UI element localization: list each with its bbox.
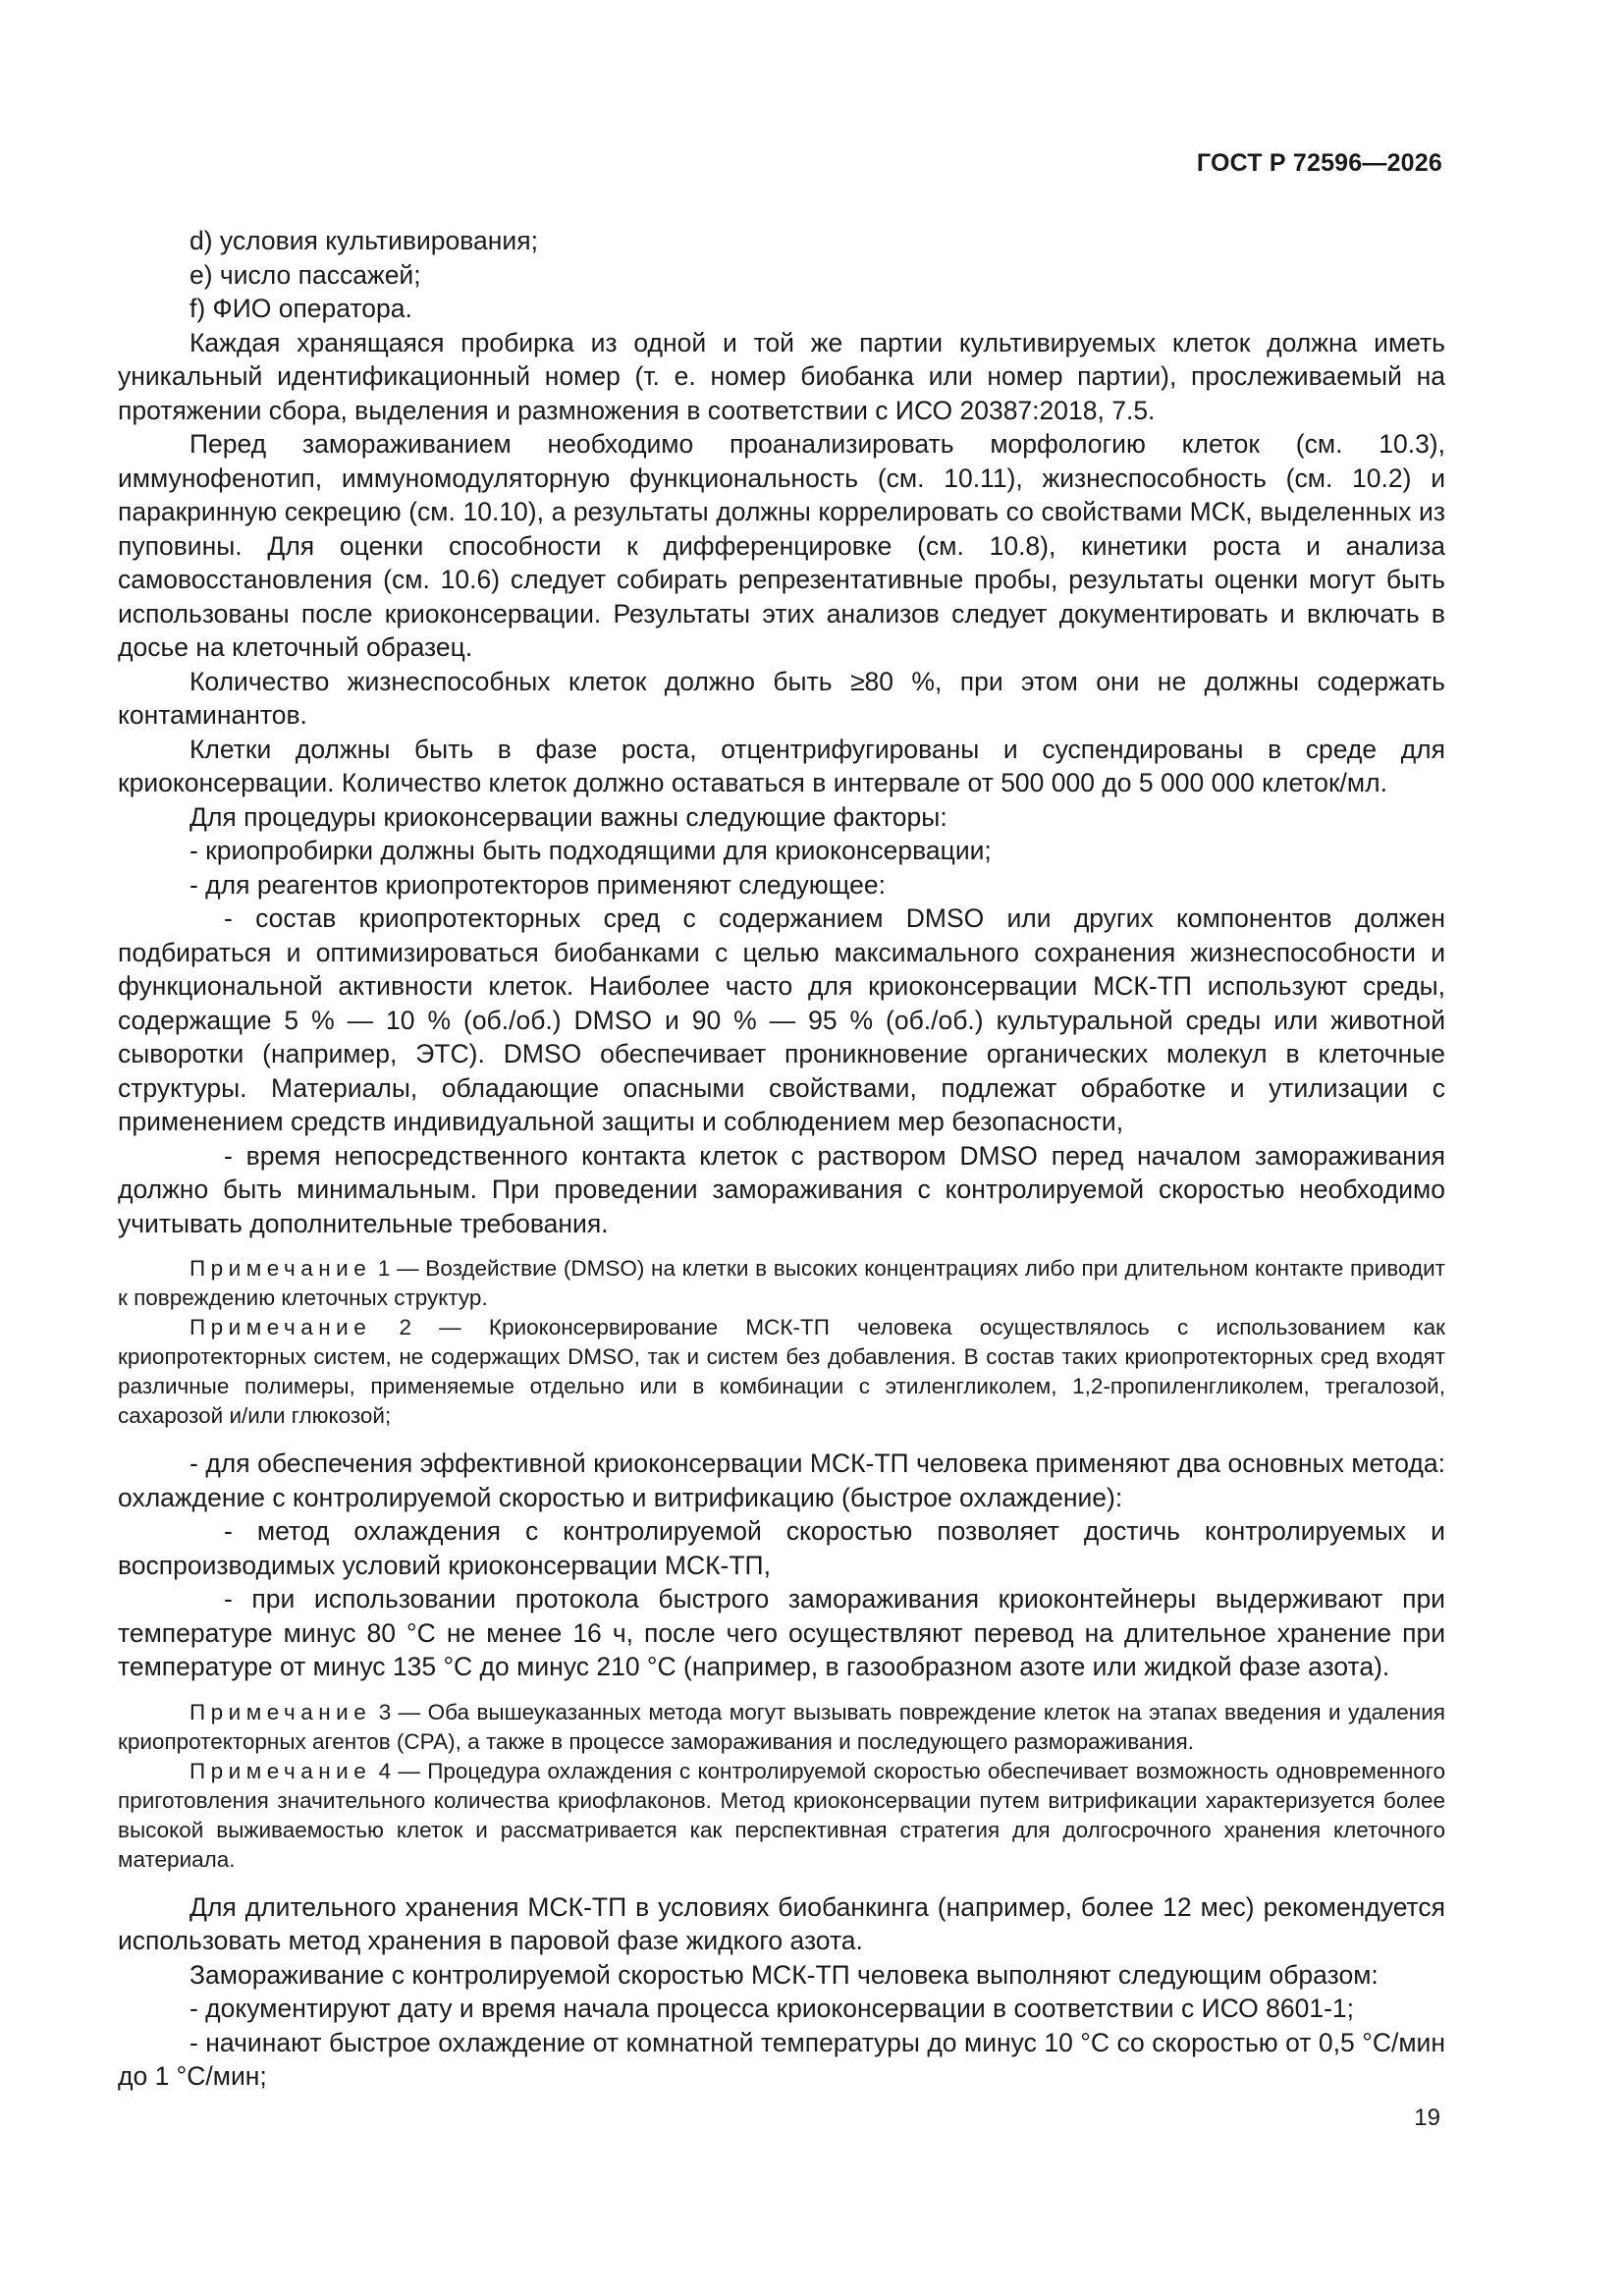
note-label: Примечание — [189, 1758, 372, 1783]
storage-block — [118, 1890, 1445, 2094]
standard-header: ГОСТ Р 72596—2026 — [1196, 149, 1442, 177]
bullet-document-datetime: - документируют дату и время начала процесса криоконсервации в соответствии с ИСО 8601-1; — [189, 1994, 1355, 2023]
note-2 — [118, 1313, 1445, 1431]
page-number: 19 — [1414, 2105, 1440, 2131]
bullet-cryotubes: - криопробирки должны быть подходящими для криоконсервации; — [189, 836, 992, 865]
paragraph-tube-id: Каждая хранящаяся пробирка из одной и той же партии культивируемых клеток должна иметь уникальный идентификационный номер (т. е. номер биобанка или номер партии), прослеживаемый на протяжении сбора, выделения и размножения в соответствии с ИСО 20387:2018, 7.5. — [118, 327, 1445, 425]
bullet-reagents: - для реагентов криопротекторов применяют следующее: — [189, 869, 887, 900]
paragraph-factors-intro: Для процедуры криоконсервации важны следующие факторы: — [189, 801, 947, 832]
paragraph-controlled-rate-procedure: Замораживание с контролируемой скоростью МСК-ТП человека выполняют следующим образом: — [189, 1959, 1379, 1990]
bullet-two-methods: - для обеспечения эффективной криоконсервации МСК-ТП человека применяют два основных метода: охлаждение с контролируемой скоростью и витрификацию (быстрое охлаждение): — [118, 1449, 1445, 1512]
paragraph-pre-freeze-analysis: Перед замораживанием необходимо проанализировать морфологию клеток (см. 10.3), иммунофенотип, иммуномодуляторную функциональность (см. 10.11), жизнеспособность (см. 10.2) и паракринную секрецию (см. 10.10), а результаты должны коррелировать со свойствами МСК, выделенных из пуповины. Для оценки способности к дифференцировке (см. 10.8), кинетики роста и анализа самовосстановления (см. 10.6) следует собирать репрезентативные пробы, результаты оценки могут быть использованы после криоконсервации. Результаты этих анализов следует документировать и включать в досье на клеточный образец. — [118, 429, 1445, 662]
paragraph-viable-cells: Количество жизнеспособных клеток должно быть ≥80 %, при этом они не должны содержать контаминантов. — [118, 666, 1445, 730]
methods-block — [118, 1447, 1445, 1684]
subbullet-media-composition: - состав криопротекторных сред с содержанием DMSO или других компонентов должен подбираться и оптимизироваться биобанками с целью максимального сохранения жизнеспособности и функциональной активности клеток. Наиболее часто для криоконсервации МСК-ТП используют среды, содержащие 5 % — 10 % (об./об.) DMSO и 90 % — 95 % (об./об.) культуральной среды или животной сыворотки (например, ЭТС). DMSO обеспечивает проникновение органических молекул в клеточные структуры. Материалы, обладающие опасными свойствами, подлежат обработке и утилизации с применением средств индивидуальной защиты и соблюдением мер безопасности, — [118, 903, 1445, 1136]
subbullet-rapid-freeze: - при использовании протокола быстрого замораживания криоконтейнеры выдерживают при температуре минус 80 °С не менее 16 ч, после чего осуществляют перевод на длительное хранение при температуре от минус 135 °С до минус 210 °С (например, в газообразном азоте или жидкой фазе азота). — [118, 1584, 1445, 1681]
paragraph-growth-phase: Клетки должны быть в фазе роста, отцентрифугированы и суспендированы в среде для криоконсервации. Количество клеток должно оставаться в интервале от 500 000 до 5 000 000 клеток/мл. — [118, 734, 1445, 797]
note-label: Примечание — [189, 1699, 372, 1724]
notes-block-1 — [118, 1254, 1445, 1431]
note-text: 4 — Процедура охлаждения с контролируемой скоростью обеспечивает возможность одновременного приготовления значительного количества криофлаконов. Метод криоконсервации путем витрификации характеризуется более высокой выживаемостью клеток и рассматривается как перспективная стратегия для долгосрочного хранения клеточного материала. — [118, 1758, 1445, 1872]
subbullet-controlled-rate: - метод охлаждения с контролируемой скоростью позволяет достичь контролируемых и воспроизводимых условий криоконсервации МСК-ТП, — [118, 1516, 1445, 1580]
note-3 — [118, 1698, 1445, 1757]
list-item-f: f) ФИО оператора. — [189, 294, 412, 323]
note-label: Примечание — [189, 1315, 372, 1339]
notes-block-2 — [118, 1698, 1445, 1875]
list-item-d: d) условия культивирования; — [189, 226, 538, 255]
bullet-rapid-cooling: - начинают быстрое охлаждение от комнатной температуры до минус 10 °С со скоростью от 0,5 °С/мин до 1 °С/мин; — [118, 2027, 1445, 2091]
note-text: 1 — Воздействие (DMSO) на клетки в высоких концентрациях либо при длительном контакте приводит к повреждению клеточных структур. — [118, 1256, 1445, 1310]
note-label: Примечание — [189, 1256, 372, 1281]
note-text: 2 — Криоконсервирование МСК-ТП человека осуществлялось с использованием как криопротекторных систем, не содержащих DMSO, так и систем без добавления. В состав таких криопротекторных сред входят различные полимеры, применяемые отдельно или в комбинации с этиленгликолем, 1,2-пропиленгликолем, трегалозой, сахарозой и/или глюкозой; — [118, 1315, 1445, 1428]
note-text: 3 — Оба вышеуказанных метода могут вызывать повреждение клеток на этапах введения и удаления криопротекторных агентов (СРА), а также в процессе замораживания и последующего размораживания. — [118, 1699, 1445, 1754]
list-item-e: e) число пассажей; — [189, 259, 421, 290]
paragraph-long-term-storage: Для длительного хранения МСК-ТП в условиях биобанкинга (например, более 12 мес) рекомендуется использовать метод хранения в паровой фазе жидкого азота. — [118, 1891, 1445, 1955]
subbullet-dmso-contact-time: - время непосредственного контакта клеток с раствором DMSO перед началом замораживания должно быть минимальным. При проведении замораживания с контролируемой скоростью необходимо учитывать дополнительные требования. — [118, 1140, 1445, 1238]
document-body — [118, 224, 1445, 2094]
note-1 — [118, 1254, 1445, 1313]
note-4 — [118, 1757, 1445, 1875]
